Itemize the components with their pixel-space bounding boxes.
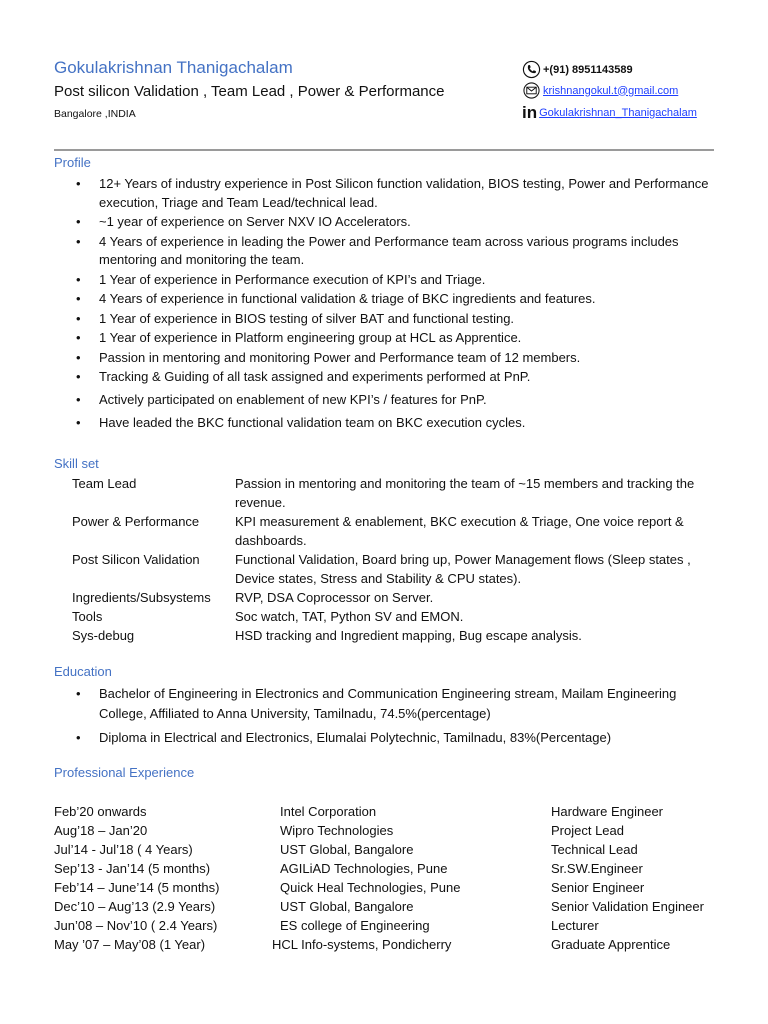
skill-detail: Passion in mentoring and monitoring the team of ~15 members and tracking the revenue. [235, 476, 695, 510]
period: Jun’08 – Nov’10 ( 2.4 Years) [54, 918, 218, 933]
period: Sep’13 - Jan’14 (5 months) [54, 861, 211, 876]
table-row [54, 878, 734, 897]
linkedin-link[interactable]: Gokulakrishnan_Thanigachalam [539, 106, 697, 119]
candidate-name: Gokulakrishnan Thanigachalam [54, 58, 293, 77]
period: Aug’18 – Jan’20 [54, 823, 148, 838]
location: Bangalore ,INDIA [54, 108, 136, 120]
skill-name: Power & Performance [72, 514, 200, 529]
list-item: • Bachelor of Engineering in Electronics and Communication Engineering stream, Mailam Engineering College, Affiliated to Anna University, Tamilnadu, 74.5%(percentage) [54, 684, 716, 724]
table-row [54, 802, 734, 821]
role: Senior Validation Engineer [551, 899, 704, 914]
company: UST Global, Bangalore [280, 842, 414, 857]
headline: Post silicon Validation , Team Lead , Power & Performance [54, 83, 445, 100]
table-row [54, 859, 734, 878]
experience-heading: Professional Experience [54, 765, 195, 780]
list-item: • 1 Year of experience in BIOS testing of silver BAT and functional testing. [54, 310, 716, 329]
skill-detail: KPI measurement & enablement, BKC execution & Triage, One voice report & dashboards. [235, 514, 684, 548]
role: Senior Engineer [551, 880, 645, 895]
skill-row [72, 475, 717, 512]
role: Graduate Apprentice [551, 937, 671, 952]
phone-line [522, 60, 633, 79]
company: Quick Heal Technologies, Pune [280, 880, 461, 895]
skill-row [72, 627, 717, 646]
education-list [54, 684, 716, 749]
linkedin-line [522, 104, 697, 121]
table-row [54, 840, 734, 859]
skills-heading: Skill set [54, 456, 99, 471]
table-row [54, 935, 734, 954]
role: Hardware Engineer [551, 804, 664, 819]
table-row [54, 821, 734, 840]
list-item: • Diploma in Electrical and Electronics, Elumalai Polytechnic, Tamilnadu, 83%(Percentage) [54, 729, 716, 748]
skill-detail: HSD tracking and Ingredient mapping, Bug escape analysis. [235, 628, 582, 643]
company: HCL Info-systems, Pondicherry [272, 937, 452, 952]
company: ES college of Engineering [280, 918, 430, 933]
list-item: • Tracking & Guiding of all task assigned and experiments performed at PnP. [54, 368, 716, 387]
profile-heading: Profile [54, 155, 91, 170]
role: Lecturer [551, 918, 599, 933]
skill-detail: Soc watch, TAT, Python SV and EMON. [235, 609, 464, 624]
list-item: • ~1 year of experience on Server NXV IO Accelerators. [54, 213, 716, 232]
skill-row [72, 589, 717, 608]
list-item: • Actively participated on enablement of new KPI’s / features for PnP. [54, 391, 716, 410]
envelope-icon [522, 82, 541, 99]
period: Feb’14 – June’14 (5 months) [54, 880, 220, 895]
role: Sr.SW.Engineer [551, 861, 643, 876]
list-item: • Passion in mentoring and monitoring Power and Performance team of 12 members. [54, 349, 716, 368]
skill-row [72, 551, 717, 588]
company: UST Global, Bangalore [280, 899, 414, 914]
list-item: • 1 Year of experience in Platform engineering group at HCL as Apprentice. [54, 329, 716, 348]
list-item: • Have leaded the BKC functional validation team on BKC execution cycles. [54, 414, 716, 433]
skill-name: Tools [72, 609, 103, 624]
phone-number: +(91) 8951143589 [543, 63, 633, 76]
list-item: • 1 Year of experience in Performance execution of KPI’s and Triage. [54, 271, 716, 290]
table-row [54, 897, 734, 916]
email-link[interactable]: krishnangokul.t@gmail.com [543, 84, 679, 97]
education-heading: Education [54, 664, 112, 679]
company: Wipro Technologies [280, 823, 394, 838]
list-item: • 4 Years of experience in leading the Power and Performance team across various programs includes mentoring and monitoring the team. [54, 233, 716, 270]
company: Intel Corporation [280, 804, 377, 819]
list-item: • 12+ Years of industry experience in Post Silicon function validation, BIOS testing, Power and Performance execution, Triage and Team Lead/technical lead. [54, 175, 716, 212]
skill-name: Ingredients/Subsystems [72, 590, 211, 605]
skill-row [72, 513, 717, 550]
email-line [522, 82, 678, 99]
skill-name: Sys-debug [72, 628, 135, 643]
period: Jul’14 - Jul’18 ( 4 Years) [54, 842, 193, 857]
linkedin-icon: in [522, 103, 538, 122]
role: Project Lead [551, 823, 624, 838]
period: Feb’20 onwards [54, 804, 147, 819]
skill-row [72, 608, 717, 627]
skill-name: Team Lead [72, 476, 137, 491]
period: Dec’10 – Aug’13 (2.9 Years) [54, 899, 216, 914]
list-item: • 4 Years of experience in functional validation & triage of BKC ingredients and features. [54, 290, 716, 309]
period: May ’07 – May’08 (1 Year) [54, 937, 206, 952]
company: AGILiAD Technologies, Pune [280, 861, 448, 876]
phone-icon [522, 60, 541, 79]
role: Technical Lead [551, 842, 638, 857]
skill-name: Post Silicon Validation [72, 552, 200, 567]
skill-detail: RVP, DSA Coprocessor on Server. [235, 590, 434, 605]
table-row [54, 916, 734, 935]
skill-detail: Functional Validation, Board bring up, Power Management flows (Sleep states , Device states, Stress and Stability & CPU states). [235, 552, 691, 586]
profile-list [54, 175, 716, 434]
header-divider [54, 149, 714, 151]
